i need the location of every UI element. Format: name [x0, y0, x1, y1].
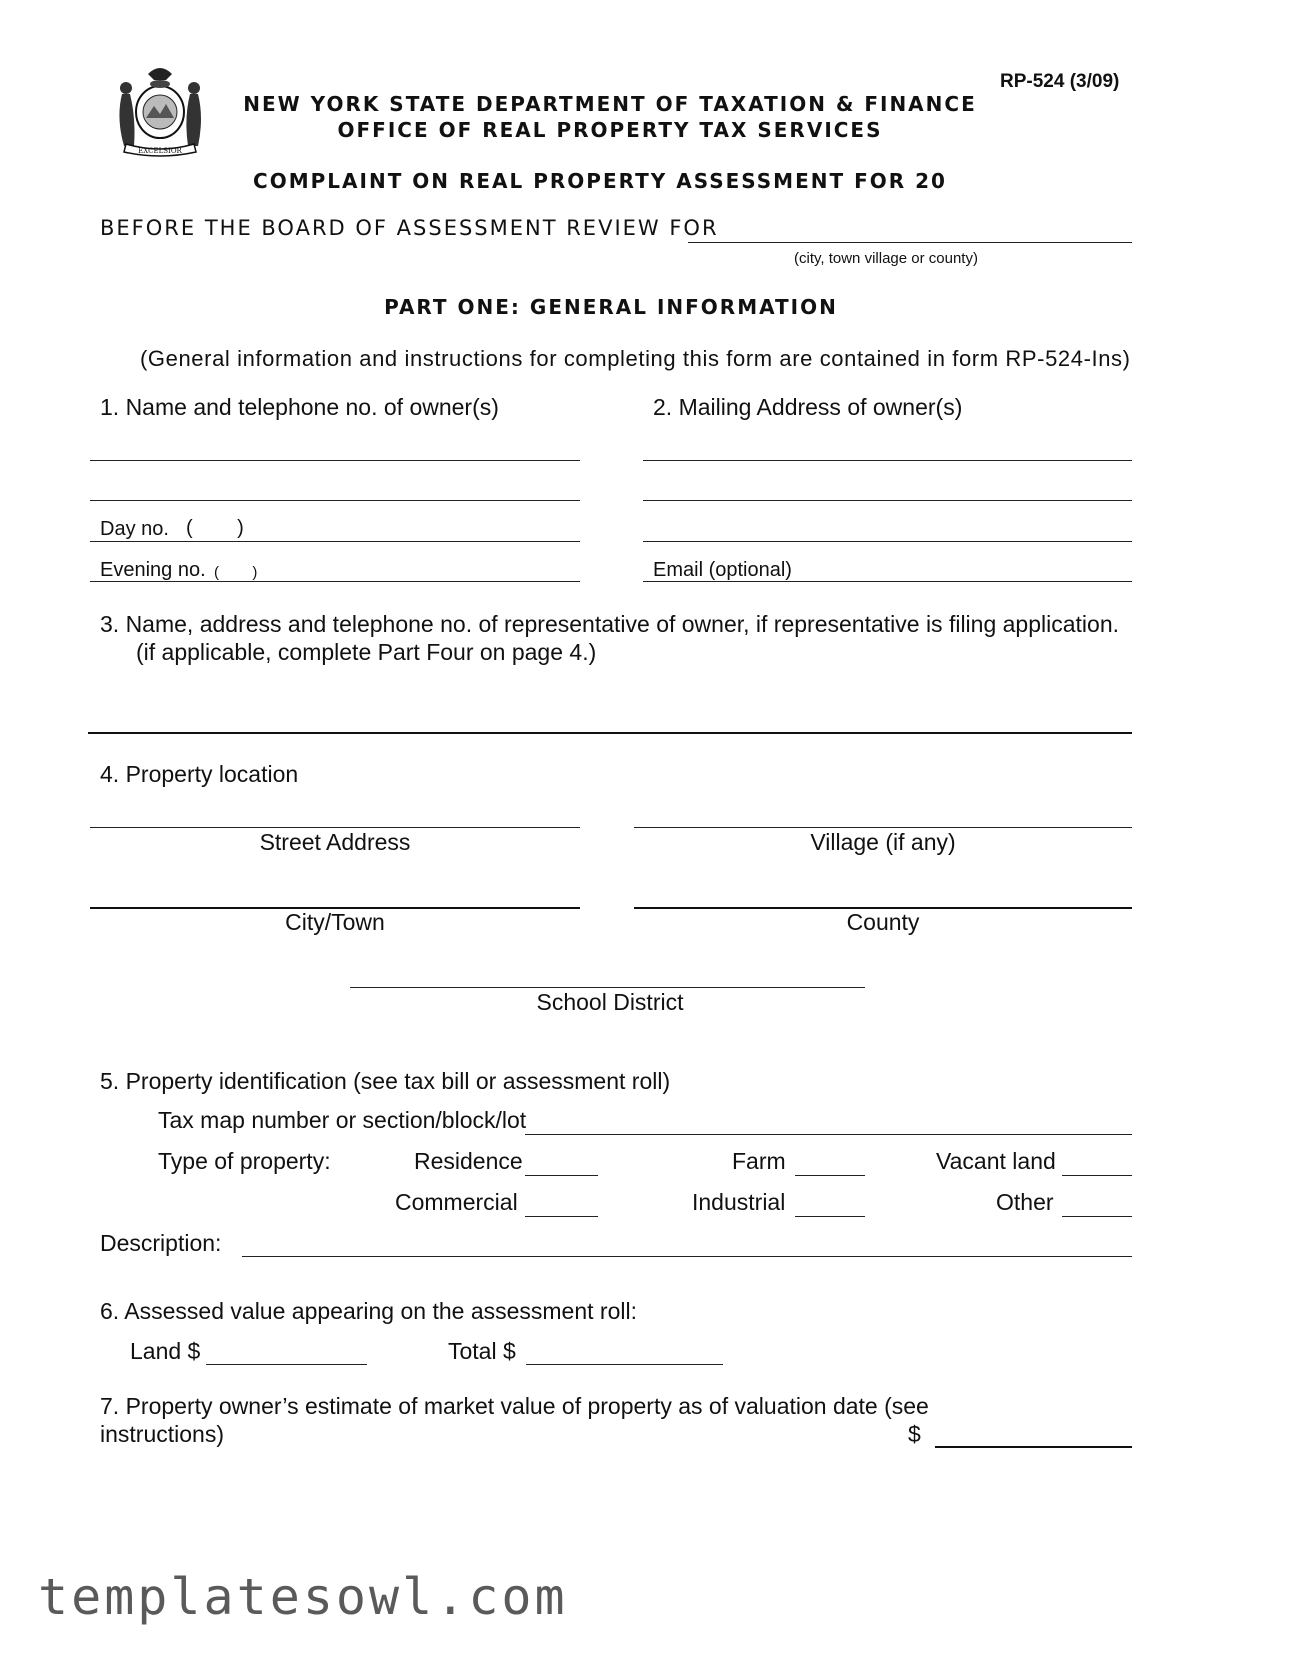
vacant-land-label: Vacant land — [936, 1148, 1056, 1174]
owner-name-line-1[interactable] — [90, 460, 580, 461]
day-no-paren: ( ) — [186, 517, 244, 539]
part-one-title: PART ONE: GENERAL INFORMATION — [384, 295, 838, 319]
market-value-dollar: $ — [908, 1421, 921, 1447]
mailing-address-label: 2. Mailing Address of owner(s) — [653, 394, 963, 420]
office-name: OFFICE OF REAL PROPERTY TAX SERVICES — [337, 118, 883, 142]
mailing-address-line-2[interactable] — [643, 500, 1132, 501]
industrial-label: Industrial — [692, 1189, 786, 1215]
market-value-field[interactable] — [935, 1446, 1132, 1448]
mailing-address-line-3[interactable] — [643, 541, 1132, 542]
owner-name-label: 1. Name and telephone no. of owner(s) — [100, 394, 499, 420]
school-district-caption: School District — [536, 989, 684, 1015]
market-value-label-2: instructions) — [100, 1421, 224, 1447]
evening-no-label: Evening no. — [100, 559, 206, 581]
owner-name-line-2[interactable] — [90, 500, 580, 501]
commercial-label: Commercial — [395, 1189, 518, 1215]
tax-map-label: Tax map number or section/block/lot — [158, 1107, 527, 1133]
evening-no-paren: ( ) — [214, 564, 258, 581]
farm-label: Farm — [732, 1148, 786, 1174]
property-location-label: 4. Property location — [100, 761, 299, 787]
watermark: templatesowl.com — [38, 1568, 568, 1626]
evening-no-field[interactable] — [90, 581, 580, 582]
form-code: RP-524 (3/09) — [1000, 71, 1120, 92]
land-value-label: Land $ — [130, 1338, 201, 1364]
total-value-field[interactable] — [526, 1364, 723, 1365]
description-label: Description: — [100, 1230, 222, 1256]
village-caption: Village (if any) — [810, 829, 956, 855]
board-caption: (city, town village or county) — [794, 250, 978, 267]
representative-label: 3. Name, address and telephone no. of representative of owner, if representative is filing application. — [100, 611, 1119, 637]
day-no-field[interactable] — [90, 541, 580, 542]
county-caption: County — [846, 909, 920, 935]
email-field[interactable] — [643, 581, 1132, 582]
industrial-checkbox[interactable] — [795, 1216, 865, 1217]
property-type-label: Type of property: — [158, 1148, 331, 1174]
tax-map-field[interactable] — [525, 1134, 1132, 1135]
residence-checkbox[interactable] — [525, 1175, 598, 1176]
vacant-land-checkbox[interactable] — [1062, 1175, 1132, 1176]
farm-checkbox[interactable] — [795, 1175, 865, 1176]
residence-label: Residence — [414, 1148, 523, 1174]
other-label: Other — [996, 1189, 1054, 1215]
representative-field[interactable] — [88, 732, 1132, 734]
day-no-label: Day no. — [100, 518, 169, 540]
svg-text:EXCELSIOR: EXCELSIOR — [138, 147, 182, 155]
email-label: Email (optional) — [653, 559, 792, 581]
market-value-label-1: 7. Property owner’s estimate of market value of property as of valuation date (see — [100, 1393, 929, 1419]
assessed-value-label: 6. Assessed value appearing on the assessment roll: — [100, 1298, 637, 1324]
total-value-label: Total $ — [448, 1338, 516, 1364]
property-id-label: 5. Property identification (see tax bill or assessment roll) — [100, 1068, 671, 1094]
representative-note: (if applicable, complete Part Four on page 4.) — [136, 639, 597, 665]
land-value-field[interactable] — [206, 1364, 367, 1365]
mailing-address-line-1[interactable] — [643, 460, 1132, 461]
street-address-caption: Street Address — [259, 829, 411, 855]
board-field[interactable] — [688, 242, 1132, 243]
other-checkbox[interactable] — [1062, 1216, 1132, 1217]
board-label: BEFORE THE BOARD OF ASSESSMENT REVIEW FOR — [100, 216, 719, 240]
department-name: NEW YORK STATE DEPARTMENT OF TAXATION & FINANCE — [243, 92, 977, 116]
description-field[interactable] — [242, 1256, 1132, 1257]
form-title: COMPLAINT ON REAL PROPERTY ASSESSMENT FOR 20 — [253, 169, 947, 193]
part-one-instructions: (General information and instructions for completing this form are contained in form RP-524-Ins) — [140, 346, 1131, 371]
city-town-caption: City/Town — [285, 909, 385, 935]
commercial-checkbox[interactable] — [525, 1216, 598, 1217]
